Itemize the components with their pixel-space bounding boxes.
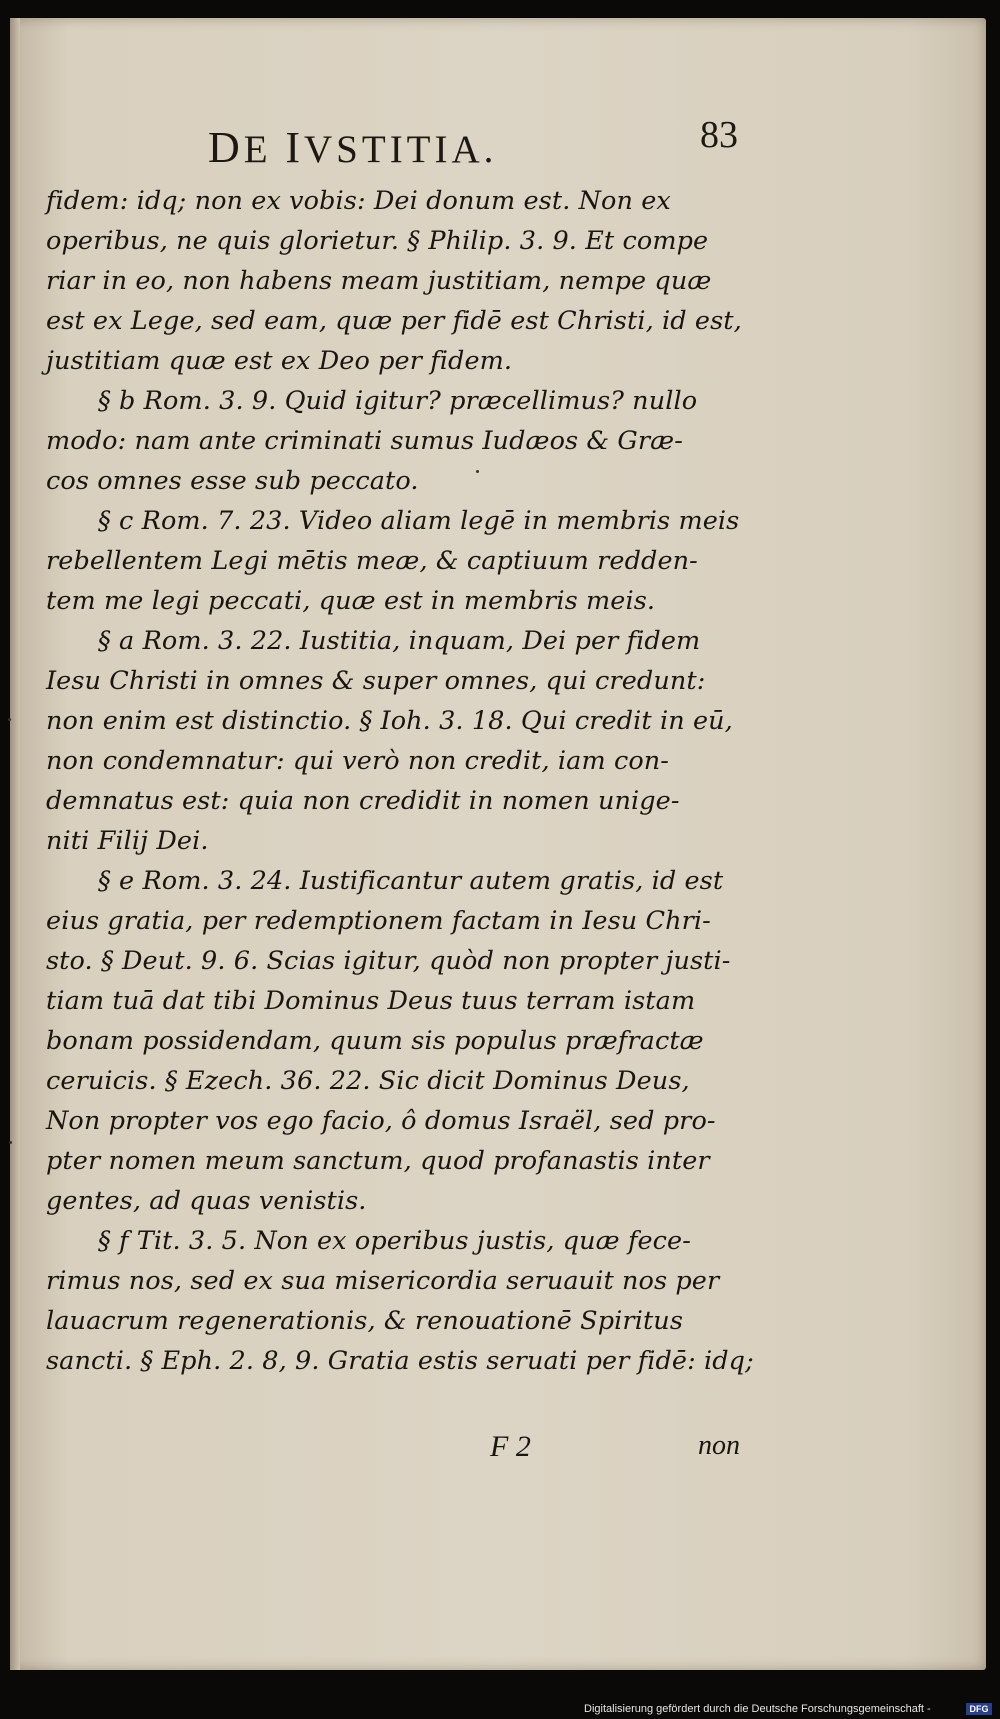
signature-mark: F 2	[490, 1430, 531, 1463]
digitization-credit: Digitalisierung gefördert durch die Deutsche Forschungsgemeinschaft -	[584, 1703, 931, 1715]
text-line: tiam tuā dat tibi Dominus Deus tuus terram istam	[46, 986, 696, 1016]
book-page	[10, 18, 986, 1670]
text-line: demnatus est: quia non credidit in nomen unige-	[46, 786, 680, 816]
body-text	[46, 181, 756, 1381]
text-line: sto. § Deut. 9. 6. Scias igitur, quòd non propter justi-	[46, 946, 731, 976]
text-line: lauacrum regenerationis, & renouationē Spiritus	[46, 1306, 684, 1336]
text-line: rebellentem Legi mētis meæ, & captiuum redden-	[46, 546, 698, 576]
running-head-rest-2: VSTITIA.	[304, 128, 498, 171]
text-line: est ex Lege, sed eam, quæ per fidē est Christi, id est,	[46, 306, 742, 336]
text-line: operibus, ne quis glorietur. § Philip. 3. 9. Et compe	[46, 226, 709, 256]
text-line: Non propter vos ego facio, ô domus Israël, sed pro-	[46, 1106, 716, 1136]
text-line: § f Tit. 3. 5. Non ex operibus justis, quæ fece-	[98, 1226, 691, 1256]
text-line: § c Rom. 7. 23. Video aliam legē in membris meis	[98, 506, 740, 536]
dfg-logo: DFG	[966, 1703, 992, 1715]
text-line: ceruicis. § Ezech. 36. 22. Sic dicit Dominus Deus,	[46, 1066, 690, 1096]
text-line: eius gratia, per redemptionem factam in Iesu Chri-	[46, 906, 711, 936]
text-line: fidem: idq; non ex vobis: Dei donum est. Non ex	[46, 186, 671, 216]
text-line: non enim est distinctio. § Ioh. 3. 18. Qui credit in eū,	[46, 706, 733, 736]
text-line: Iesu Christi in omnes & super omnes, qui credunt:	[46, 666, 706, 696]
text-line: pter nomen meum sanctum, quod profanastis inter	[46, 1146, 710, 1176]
page-edge	[10, 18, 20, 1670]
paper-speck	[8, 718, 11, 721]
text-line: gentes, ad quas venistis.	[46, 1186, 367, 1216]
running-head	[208, 122, 497, 173]
text-line: modo: nam ante criminati sumus Iudæos & Græ-	[46, 426, 683, 456]
running-head-initial-1: D	[208, 123, 244, 172]
catchword: non	[698, 1430, 740, 1461]
text-line: non condemnatur: qui verò non credit, iam con-	[46, 746, 670, 776]
running-head-initial-2: I	[285, 123, 305, 172]
text-line: § a Rom. 3. 22. Iustitia, inquam, Dei per fidem	[98, 626, 701, 656]
text-line: § b Rom. 3. 9. Quid igitur? præcellimus? nullo	[98, 386, 698, 416]
text-line: § e Rom. 3. 24. Iustificantur autem gratis, id est	[98, 866, 724, 896]
text-line: riar in eo, non habens meam justitiam, nempe quæ	[46, 266, 712, 296]
text-line: rimus nos, sed ex sua misericordia seruauit nos per	[46, 1266, 720, 1296]
paper-speck	[476, 470, 479, 473]
text-line: niti Filij Dei.	[46, 826, 209, 856]
text-line: sancti. § Eph. 2. 8, 9. Gratia estis seruati per fidē: idq;	[46, 1346, 754, 1376]
paper-speck	[9, 1141, 12, 1144]
text-line: justitiam quæ est ex Deo per fidem.	[46, 346, 513, 376]
text-line: bonam possidendam, quum sis populus præfractæ	[46, 1026, 704, 1056]
text-line: tem me legi peccati, quæ est in membris meis.	[46, 586, 656, 616]
running-head-rest-1: E	[243, 128, 286, 171]
text-line: cos omnes esse sub peccato.	[46, 466, 419, 496]
page-number: 83	[700, 114, 738, 156]
